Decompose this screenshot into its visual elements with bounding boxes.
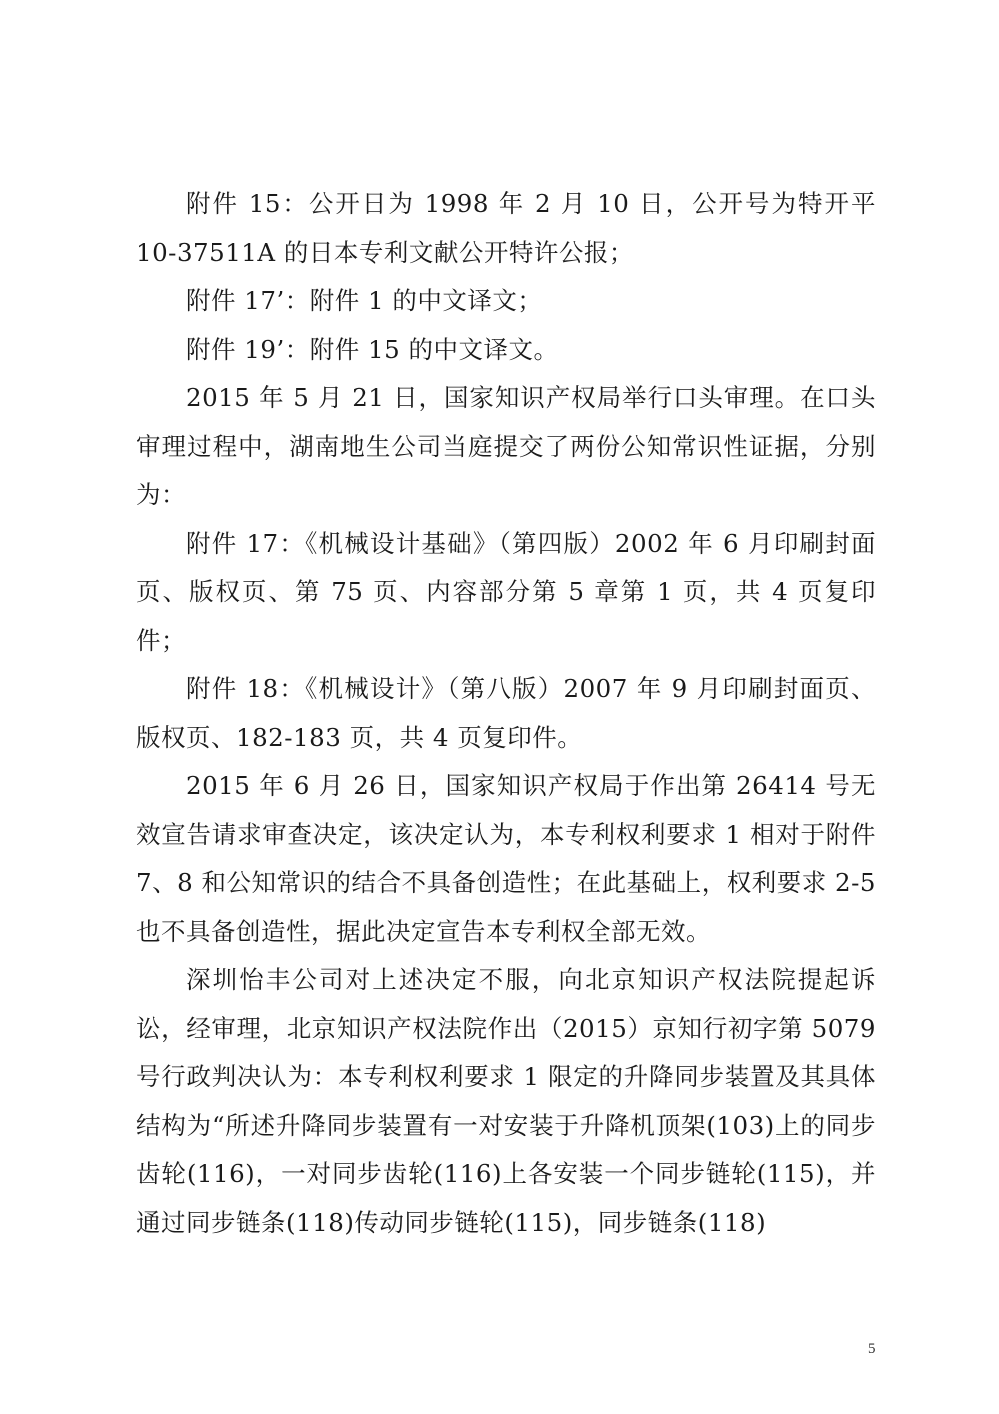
body-text: [136, 180, 876, 1247]
paragraph-lawsuit: 深圳怡丰公司对上述决定不服，向北京知识产权法院提起诉讼，经审理，北京知识产权法院作出（2015）京知行初字第 5079 号行政判决认为：本专利权利要求 1 限定的升降同步装置及其具体结构为“所述升降同步装置有一对安装于升降机顶架(103)上的同步齿轮(116)，一对同步齿轮(116)上各安装一个同步链轮(115)，并通过同步链条(118)传动同步链轮(115)，同步链条(118): [136, 965, 876, 1237]
page-number: 5: [868, 1341, 876, 1357]
paragraph-attachment-18: 附件 18：《机械设计》（第八版）2007 年 9 月印刷封面页、版权页、182-183 页，共 4 页复印件。: [136, 674, 876, 752]
paragraph-attachment-17-prime: 附件 17’：附件 1 的中文译文；: [186, 286, 543, 315]
paragraph-attachment-17: 附件 17：《机械设计基础》（第四版）2002 年 6 月印刷封面页、版权页、第 75 页、内容部分第 5 章第 1 页，共 4 页复印件；: [136, 528, 876, 655]
paragraph-attachment-19-prime: 附件 19’：附件 15 的中文译文。: [186, 334, 559, 364]
paragraph-invalidation-decision: 2015 年 6 月 26 日，国家知识产权局于作出第 26414 号无效宣告请求审查决定，该决定认为，本专利权利要求 1 相对于附件 7、8 和公知常识的结合不具备创造性；在此基础上，权利要求 2-5 也不具备创造性，据此决定宣告本专利权全部无效。: [136, 771, 876, 946]
paragraph-oral-hearing: 2015 年 5 月 21 日，国家知识产权局举行口头审理。在口头审理过程中，湖南地生公司当庭提交了两份公知常识性证据，分别为：: [136, 383, 876, 509]
paragraph-attachment-15: 附件 15：公开日为 1998 年 2 月 10 日，公开号为特开平 10-37511A 的日本专利文献公开特许公报；: [136, 189, 876, 267]
